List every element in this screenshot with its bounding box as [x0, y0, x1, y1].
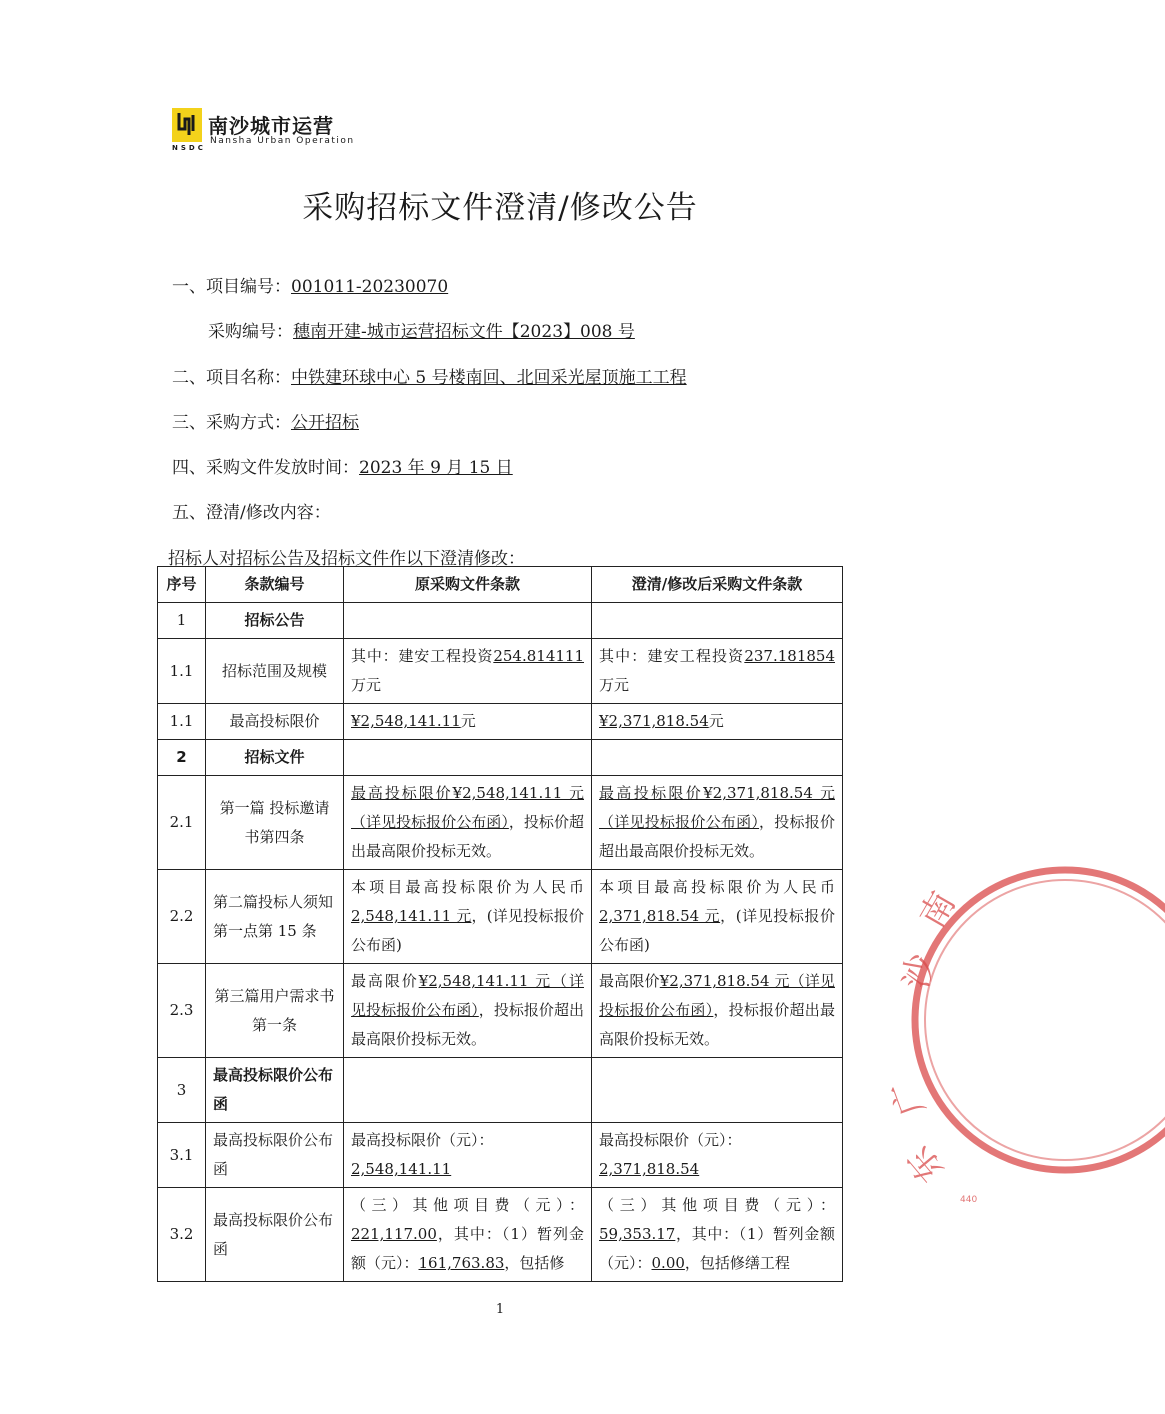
text: ，(详见投标报价公布函): [351, 907, 584, 954]
header-original: 原采购文件条款: [344, 567, 592, 603]
row-revised: [592, 704, 843, 740]
row-no: 1.1: [158, 704, 206, 740]
project-name-value: 中铁建环球中心 5 号楼南回、北回采光屋顶施工工程: [291, 368, 687, 388]
text: 254.814111: [493, 647, 584, 665]
row-revised: [592, 776, 843, 870]
row-clause: 最高投标限价公布函: [206, 1188, 344, 1282]
logo-abbr: NSDC: [172, 144, 206, 152]
text: ，包括修: [504, 1254, 565, 1272]
seal-code: 440: [960, 1195, 978, 1205]
text: 最高限价: [351, 972, 419, 990]
table-row: [158, 870, 843, 964]
row-clause: 第二篇投标人须知第一点第 15 条: [206, 870, 344, 964]
row-clause: 招标公告: [206, 603, 344, 639]
text: 0.00: [651, 1254, 685, 1272]
row-original: [344, 704, 592, 740]
text: 2,548,141.11 元: [351, 907, 472, 925]
table-row: [158, 964, 843, 1058]
logo-name-cn: 南沙城市运营: [208, 114, 334, 138]
issue-time-value: 2023 年 9 月 15 日: [359, 458, 513, 478]
row-original: [344, 776, 592, 870]
table-row: [158, 1188, 843, 1282]
header-clause: 条款编号: [206, 567, 344, 603]
logo-name-en: Nansha Urban Operation: [210, 136, 355, 146]
row-no: 2.3: [158, 964, 206, 1058]
row-original: [344, 1123, 592, 1188]
project-name-label: 二、项目名称：: [172, 368, 291, 388]
method-value: 公开招标: [291, 413, 359, 433]
project-no-label: 一、项目编号：: [172, 277, 291, 297]
row-revised: [592, 964, 843, 1058]
text: ，投标报价超出最高限价投标无效。: [599, 813, 835, 860]
table-header-row: [158, 567, 843, 603]
seal-text-4: 东: [899, 1138, 952, 1190]
text: ¥2,371,818.54: [599, 712, 709, 730]
row-revised: [592, 870, 843, 964]
table-row: [158, 740, 843, 776]
table-row: [158, 704, 843, 740]
text: 万元: [599, 676, 630, 694]
method-label: 三、采购方式：: [172, 413, 291, 433]
text: ，其中：（1）暂列金额（元）：: [599, 1225, 835, 1272]
text: 2,548,141.11: [351, 1160, 452, 1178]
row-no: 3.2: [158, 1188, 206, 1282]
document-title: 采购招标文件澄清/修改公告: [302, 190, 698, 226]
project-no-value: 001011-20230070: [291, 277, 449, 297]
row-clause: 最高投标限价公布函: [206, 1058, 344, 1123]
text: 万元: [351, 676, 382, 694]
text: （三）其他项目费（元）：: [599, 1196, 835, 1214]
text: ，投标价超出最高限价投标无效。: [351, 813, 584, 860]
row-revised: [592, 740, 843, 776]
text: 2,371,818.54 元: [599, 907, 721, 925]
text: 本项目最高投标限价为人民币: [599, 878, 835, 896]
row-original: [344, 639, 592, 704]
project-name-line: [172, 363, 687, 388]
row-clause: 最高投标限价公布函: [206, 1123, 344, 1188]
text: 元: [460, 712, 476, 730]
content-heading: 五、澄清/修改内容：: [172, 503, 331, 523]
row-clause: 招标范围及规模: [206, 639, 344, 704]
method-line: [172, 408, 359, 433]
text: ¥2,371,818.54 元（详见投标报价公布函）: [599, 972, 835, 1019]
logo-mark-icon: [172, 108, 202, 142]
header-no: 序号: [158, 567, 206, 603]
row-no: 2.1: [158, 776, 206, 870]
seal-text-3: 广: [884, 1074, 934, 1121]
text: ，其中：（1）暂列金额（元）：: [351, 1225, 584, 1272]
text: 161,763.83: [418, 1254, 505, 1272]
row-revised: [592, 1188, 843, 1282]
official-seal: [884, 820, 1165, 1220]
row-no: 1.1: [158, 639, 206, 704]
project-no-line: [172, 272, 448, 297]
row-no: 3: [158, 1058, 206, 1123]
row-revised: [592, 639, 843, 704]
row-original: [344, 740, 592, 776]
row-clause: 第一篇 投标邀请书第四条: [206, 776, 344, 870]
text: 其中：建安工程投资: [599, 647, 745, 665]
table-row: [158, 1058, 843, 1123]
text: 最高投标限价¥2,371,818.54 元（详见投标报价公布函）: [599, 784, 835, 831]
text: ，包括修缮工程: [684, 1254, 790, 1272]
purchase-no-line: [208, 317, 635, 342]
row-revised: [592, 1123, 843, 1188]
row-original: [344, 1188, 592, 1282]
text: ¥2,548,141.11 元（详见投标报价公布函）: [351, 972, 584, 1019]
intro-text: 招标人对招标公告及招标文件作以下澄清修改：: [168, 549, 525, 569]
row-no: 2.2: [158, 870, 206, 964]
table-row: [158, 776, 843, 870]
row-revised: [592, 603, 843, 639]
text: （三）其他项目费（元）：: [351, 1196, 584, 1214]
text: ，投标报价超出最高限价投标无效。: [599, 1001, 835, 1048]
row-no: 3.1: [158, 1123, 206, 1188]
text: 237.181854: [744, 647, 835, 665]
clarification-table: [157, 566, 843, 1282]
table-row: [158, 639, 843, 704]
text: 最高投标限价¥2,548,141.11 元（详见投标报价公布函）: [351, 784, 584, 831]
row-revised: [592, 1058, 843, 1123]
purchase-no-label: 采购编号：: [208, 322, 293, 342]
row-original: [344, 603, 592, 639]
text: ¥2,548,141.11: [351, 712, 461, 730]
seal-text-2: 沙: [896, 951, 942, 992]
page-number: 1: [495, 1302, 505, 1317]
row-original: [344, 1058, 592, 1123]
text: 最高投标限价（元）：: [351, 1131, 494, 1149]
text: 元: [708, 712, 724, 730]
purchase-no-value: 穗南开建-城市运营招标文件【2023】008 号: [293, 322, 635, 342]
issue-time-line: [172, 453, 513, 478]
row-clause: 第三篇用户需求书第一条: [206, 964, 344, 1058]
text: 2,371,818.54: [599, 1160, 700, 1178]
text: 本项目最高投标限价为人民币: [351, 878, 584, 896]
text: ，(详见投标报价公布函): [599, 907, 836, 954]
text: 最高投标限价（元）：: [599, 1131, 742, 1149]
text: 59,353.17: [599, 1225, 676, 1243]
row-original: [344, 964, 592, 1058]
row-original: [344, 870, 592, 964]
row-no: 2: [158, 740, 206, 776]
table-row: [158, 1123, 843, 1188]
text: 最高限价: [599, 972, 660, 990]
row-clause: 招标文件: [206, 740, 344, 776]
text: 221,117.00: [351, 1225, 437, 1243]
table-row: [158, 603, 843, 639]
header-revised: 澄清/修改后采购文件条款: [592, 567, 843, 603]
text: 其中：建安工程投资: [351, 647, 494, 665]
text: ，投标报价超出最高限价投标无效。: [351, 1001, 584, 1048]
row-no: 1: [158, 603, 206, 639]
seal-text-1: 南: [912, 885, 964, 935]
row-clause: 最高投标限价: [206, 704, 344, 740]
issue-time-label: 四、采购文件发放时间：: [172, 458, 359, 478]
